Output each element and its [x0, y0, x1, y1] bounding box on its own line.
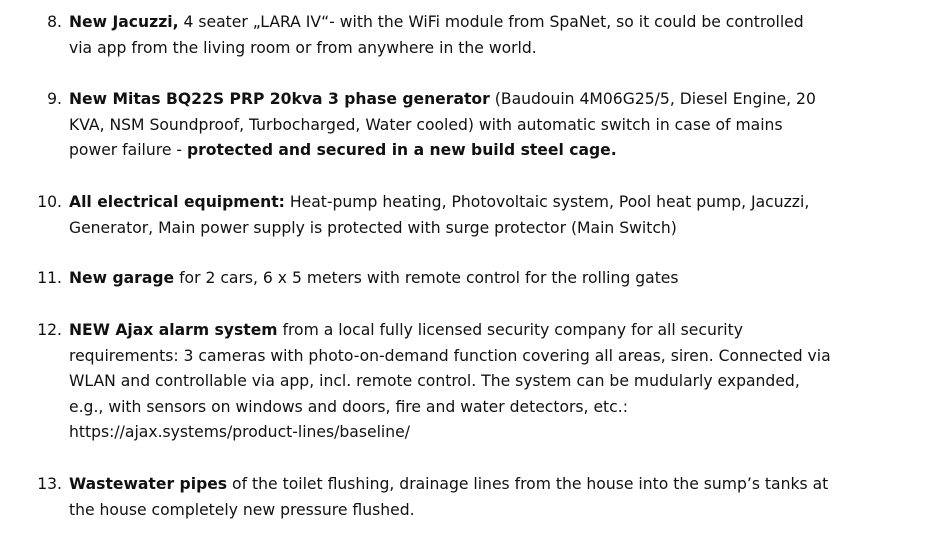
- item-line: [69, 395, 628, 421]
- item-text: the house completely new pressure flushed.: [69, 500, 415, 519]
- ajax-link[interactable]: https://ajax.systems/product-lines/baseline/: [69, 423, 410, 442]
- item-text: 4 seater „LARA IV“- with the WiFi module from SpaNet, so it could be controlled: [178, 13, 804, 31]
- item-line: [69, 344, 831, 370]
- item-text: via app from the living room or from anywhere in the world.: [69, 38, 537, 57]
- item-line: [69, 472, 828, 498]
- item-text: from a local fully licensed security company for all security: [277, 321, 743, 339]
- item-line: [69, 87, 816, 113]
- item-number: 12.: [37, 321, 62, 339]
- item-number: 10.: [37, 193, 62, 211]
- item-text: Heat-pump heating, Photovoltaic system, Pool heat pump, Jacuzzi,: [284, 193, 810, 211]
- item-number: 8.: [47, 13, 62, 31]
- item-line: [69, 138, 617, 164]
- item-line: [69, 113, 783, 139]
- item-number: 11.: [37, 269, 62, 287]
- item-line: [69, 498, 415, 524]
- item-text: requirements: 3 cameras with photo-on-demand function covering all areas, siren. Connected via: [69, 346, 831, 365]
- item-text: KVA, NSM Soundproof, Turbocharged, Water cooled) with automatic switch in case of mains: [69, 115, 783, 134]
- item-line: [69, 318, 743, 344]
- item-emphasis: protected and secured in a new build steel cage.: [186, 141, 617, 160]
- item-text: (Baudouin 4M06G25/5, Diesel Engine, 20: [489, 90, 816, 108]
- item-line: [69, 216, 677, 242]
- item-heading: All electrical equipment:: [69, 193, 285, 211]
- item-line: [69, 190, 809, 216]
- item-text: e.g., with sensors on windows and doors, fire and water detectors, etc.:: [69, 397, 628, 416]
- item-heading: New garage: [69, 269, 175, 287]
- item-text: of the toilet flushing, drainage lines from the house into the sump’s tanks at: [227, 475, 829, 493]
- item-heading: NEW Ajax alarm system: [69, 321, 278, 339]
- item-number: 13.: [37, 475, 62, 493]
- item-heading: New Jacuzzi,: [69, 13, 179, 31]
- item-heading: New Mitas BQ22S PRP 20kva 3 phase generator: [69, 90, 490, 108]
- item-text: Generator, Main power supply is protected with surge protector (Main Switch): [69, 218, 677, 237]
- item-text: WLAN and controllable via app, incl. remote control. The system can be mudularly expanded,: [69, 372, 800, 391]
- item-number: 9.: [47, 90, 62, 108]
- item-line: [69, 369, 800, 395]
- item-heading: Wastewater pipes: [69, 475, 228, 493]
- item-text: power failure -: [69, 141, 187, 160]
- item-line: [69, 10, 804, 36]
- item-line: [69, 266, 679, 292]
- item-text: for 2 cars, 6 x 5 meters with remote control for the rolling gates: [174, 269, 679, 287]
- item-line: [69, 36, 537, 62]
- item-line: [69, 420, 410, 446]
